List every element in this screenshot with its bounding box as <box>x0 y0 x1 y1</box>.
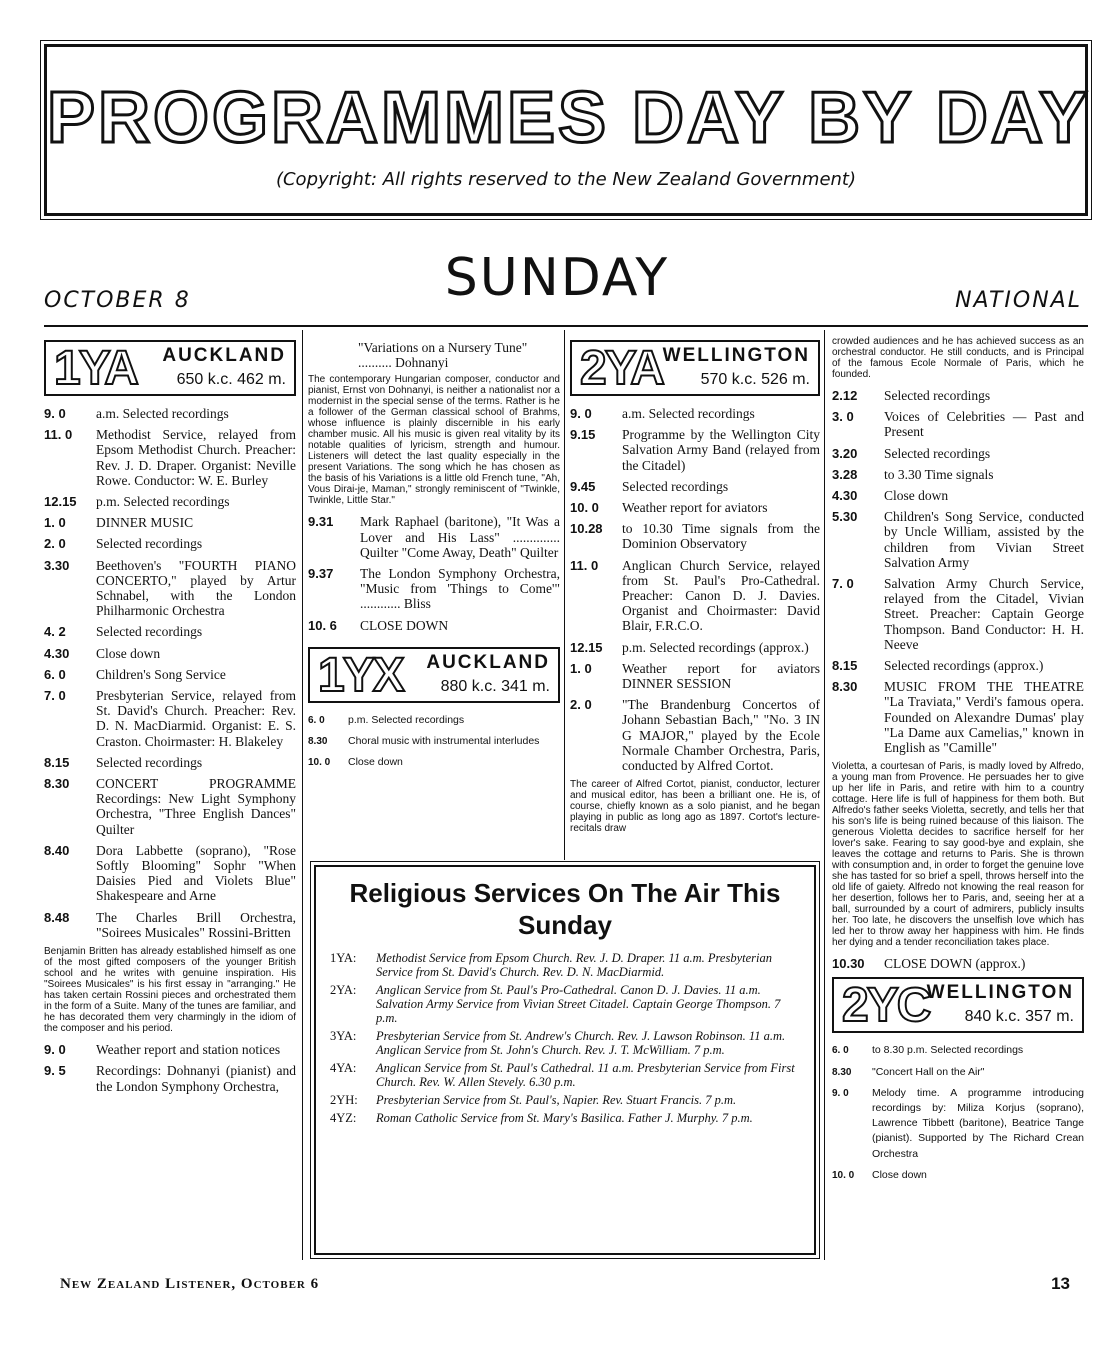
program-time: 10.28 <box>570 521 603 537</box>
program-time: 12.15 <box>44 494 77 510</box>
station-call: 2YC <box>842 979 930 1033</box>
service-desc: Roman Catholic Service from St. Mary's Basilica. Father J. Murphy. 7 p.m. <box>376 1111 753 1125</box>
program-list <box>308 713 560 771</box>
program-item <box>44 843 296 904</box>
footer-page-number: 13 <box>1051 1274 1070 1293</box>
service-desc: Anglican Service from St. Paul's Cathedral. 11 a.m. Presbyterian Service from First Church. Rev. W. Allen Stevely. 6.30 p.m. <box>376 1061 795 1089</box>
program-time: 9.15 <box>570 427 596 443</box>
program-desc: Children's Song Service, conducted by Uncle William, assisted by the children from Vivian Street Salvation Army <box>884 509 1084 570</box>
program-time: 1. 0 <box>44 515 66 531</box>
program-item <box>832 679 1084 755</box>
station-city: AUCKLAND <box>162 345 286 366</box>
program-item <box>44 910 296 940</box>
program-item <box>832 509 1084 570</box>
program-desc: Weather report and station notices <box>96 1042 281 1058</box>
religious-title: Religious Services On The Air This Sunday <box>349 878 781 940</box>
program-item <box>570 500 820 515</box>
program-item <box>308 566 560 612</box>
program-item <box>308 713 560 728</box>
network-label: NATIONAL <box>955 288 1082 313</box>
station-box-2ya <box>570 340 820 396</box>
program-time: 5.30 <box>832 509 858 525</box>
station-code: 4YA: <box>330 1061 357 1075</box>
program-time: 9.37 <box>308 566 334 582</box>
column-2 <box>308 340 560 776</box>
program-note: The contemporary Hungarian composer, conductor and pianist, Ernst von Dohnanyi, is neither a nationalist nor a modernist in the special sense of the terms. Rather is he a follower of the German classical school of Brahms, whose influence is plainly discernible in his early chamber music. All his music is given real vitality by its notable qualities of lyricism, strength and humour. Listeners will detect the last quality especially in the present Variations. The song which he has chosen as the basis of his Variations is a little old French tune, "Ah, Vous Dirai-je, Maman," strongly reminiscent of "Twinkle, Twinkle, Little Star." <box>308 374 560 507</box>
program-time: 11. 0 <box>44 427 73 443</box>
program-item <box>570 479 820 494</box>
program-desc: Selected recordings <box>96 624 203 640</box>
program-item <box>832 1043 1084 1058</box>
station-call: 2YA <box>580 342 663 395</box>
program-desc: Beethoven's "FOURTH PIANO CONCERTO," played by Artur Schnabel, with the London Philharmonic Orchestra <box>96 557 296 619</box>
program-desc: to 10.30 Time signals from the Dominion Observatory <box>622 521 820 552</box>
station-code: 3YA: <box>330 1029 357 1043</box>
program-list <box>308 514 560 632</box>
service-desc: Presbyterian Service from St. Andrew's Church. Rev. J. Lawson Robinson. 11 a.m. Anglican Service from St. John's Church. Rev. J. T. McWilliam. 7 p.m. <box>376 1029 786 1057</box>
station-code: 2YA: <box>330 983 357 997</box>
program-time: 3. 0 <box>832 409 854 425</box>
religious-services-box <box>314 865 816 1255</box>
program-note: The career of Alfred Cortot, pianist, conductor, lecturer and musical editor, has been a brilliant one. He is, of course, chiefly known as a solo pianist, and he began playing in public as long ago as 1897. Cortot's lecture-recitals draw <box>570 779 820 835</box>
religious-row <box>330 1029 800 1057</box>
program-note: crowded audiences and he has achieved success as an orchestral conductor. He still conducts, and is Principal of the famous Ecole Normale of Paris, which he founded. <box>832 336 1084 380</box>
program-item <box>44 624 296 639</box>
program-time: 8.30 <box>44 776 70 792</box>
program-desc: Choral music with instrumental interludes <box>348 735 540 748</box>
station-frequency: 650 k.c. 462 m. <box>176 371 286 388</box>
service-desc: Presbyterian Service from St. Paul's, Napier. Rev. Stuart Francis. 7 p.m. <box>376 1093 737 1107</box>
program-time: 9. 0 <box>570 406 592 421</box>
religious-list <box>330 951 800 1125</box>
station-frequency: 840 k.c. 357 m. <box>964 1008 1074 1026</box>
column-2ya <box>570 334 820 842</box>
program-time: 8.30 <box>832 679 858 695</box>
program-list <box>570 406 820 773</box>
program-time: 10.30 <box>832 956 865 972</box>
program-time: 8.40 <box>44 842 70 858</box>
station-frequency: 570 k.c. 526 m. <box>700 371 810 388</box>
religious-row <box>330 983 800 1025</box>
program-desc: Close down <box>884 488 949 504</box>
program-time: 2. 0 <box>44 536 66 552</box>
program-list <box>44 406 296 940</box>
program-list <box>832 1043 1084 1183</box>
program-time: 6. 0 <box>832 1045 849 1057</box>
day-title: SUNDAY <box>444 248 670 308</box>
column-divider <box>824 330 825 1260</box>
program-time: 9. 0 <box>44 1042 66 1058</box>
program-desc: "Concert Hall on the Air" <box>872 1065 985 1078</box>
date-label: OCTOBER 8 <box>44 288 191 313</box>
program-desc: CLOSE DOWN <box>360 617 449 633</box>
program-desc: DINNER MUSIC <box>96 515 194 531</box>
program-time: 10. 6 <box>308 617 337 633</box>
program-desc: Presbyterian Service, relayed from St. David's Church. Preacher: Rev. D. N. MacDiarmid. Organist: E. S. Craston. Choirmaster: H. Blakeley <box>96 688 296 749</box>
program-item <box>44 515 296 530</box>
program-desc: Close down <box>348 756 403 769</box>
program-item <box>44 406 296 421</box>
program-item <box>44 646 296 661</box>
program-desc: Weather report for aviators <box>622 500 768 516</box>
program-time: 9. 0 <box>44 406 66 421</box>
program-item <box>832 409 1084 439</box>
program-time: 6. 0 <box>308 714 325 726</box>
program-time: 1. 0 <box>570 660 592 676</box>
program-desc: Recordings: Dohnanyi (pianist) and the London Symphony Orchestra, <box>96 1063 296 1094</box>
program-item <box>44 776 296 837</box>
column-1yA <box>44 334 296 1100</box>
program-item <box>44 1042 296 1057</box>
program-time: 11. 0 <box>570 557 599 573</box>
station-box-2yc <box>832 977 1084 1033</box>
program-time: 4.30 <box>44 645 70 661</box>
program-desc: CLOSE DOWN (approx.) <box>884 956 1026 972</box>
program-continuation: "Variations on a Nursery Tune" .......... Dohnanyi <box>358 340 528 371</box>
station-city: WELLINGTON <box>926 982 1074 1004</box>
program-desc: Dora Labbette (soprano), "Rose Softly Blooming" Sophr "When Daisies Pied and Violets Blue" Shakespeare and Arne <box>96 842 296 904</box>
service-desc: Methodist Service from Epsom Church. Rev. J. D. Draper. 11 a.m. Presbyterian Service from St. David's Church. Rev. D. N. MacDiarmid. <box>376 951 772 979</box>
program-item <box>832 1065 1084 1080</box>
program-time: 12.15 <box>570 639 603 655</box>
program-item <box>570 521 820 551</box>
program-desc: Selected recordings (approx.) <box>884 658 1044 674</box>
program-item <box>308 734 560 749</box>
program-desc: Weather report for aviators DINNER SESSION <box>622 660 820 692</box>
program-desc: Selected recordings <box>96 754 203 770</box>
program-item <box>44 1063 296 1093</box>
religious-row <box>330 1093 800 1107</box>
program-desc: Anglican Church Service, relayed from St. Paul's Pro-Cathedral. Preacher: Canon D. J. Davies. Organist and Choirmaster: David Blair, F.R.C.O. <box>622 557 820 634</box>
column-divider <box>302 330 303 1260</box>
program-desc: p.m. Selected recordings <box>348 713 465 726</box>
program-time: 4. 2 <box>44 624 66 640</box>
program-item <box>832 1086 1084 1162</box>
program-desc: to 8.30 p.m. Selected recordings <box>872 1044 1024 1057</box>
program-item <box>570 697 820 773</box>
station-call: 1YX <box>318 648 403 702</box>
program-desc: Mark Raphael (baritone), "It Was a Lover and His Lass" .............. Quilter "Come Away, Death" Quilter <box>360 514 560 560</box>
program-desc: Selected recordings <box>96 536 203 552</box>
program-time: 8.30 <box>832 1066 852 1078</box>
program-desc: Selected recordings <box>884 388 991 403</box>
program-item <box>308 618 560 633</box>
program-desc: to 3.30 Time signals <box>884 466 994 482</box>
program-time: 8.30 <box>308 736 328 748</box>
page-banner <box>44 44 1091 216</box>
program-item <box>570 661 820 691</box>
program-item <box>44 536 296 551</box>
program-time: 7. 0 <box>832 576 854 592</box>
program-time: 9. 5 <box>44 1063 66 1079</box>
header-rule <box>44 325 1088 327</box>
program-time: 10. 0 <box>308 757 331 769</box>
program-item <box>832 446 1084 461</box>
program-time: 10. 0 <box>570 500 599 516</box>
program-time: 9.45 <box>570 478 596 494</box>
program-desc: p.m. Selected recordings (approx.) <box>622 639 809 655</box>
footer-publication: New Zealand Listener, October 6 <box>60 1276 320 1292</box>
station-code: 2YH: <box>330 1093 358 1107</box>
religious-row <box>330 951 800 979</box>
service-desc: Anglican Service from St. Paul's Pro-Cathedral. Canon D. J. Davies. 11 a.m. Salvation Army Service from Vivian Street Citadel. Captain George Thompson. 7 p.m. <box>376 983 781 1025</box>
station-city: WELLINGTON <box>662 345 810 366</box>
banner-subtitle: (Copyright: All rights reserved to the New Zealand Government) <box>275 169 857 190</box>
program-time: 3.30 <box>44 557 70 573</box>
program-desc: CONCERT PROGRAMME Recordings: New Light Symphony Orchestra, "Three English Dances" Quilter <box>96 776 296 837</box>
program-time: 8.15 <box>832 658 858 674</box>
program-time: 9. 0 <box>832 1087 849 1099</box>
program-desc: Children's Song Service <box>96 666 226 682</box>
program-note: Violetta, a courtesan of Paris, is madly loved by Alfredo, a young man from Provence. He persuades her to give up her life in Paris, and retire with him to a country cottage. Here life is full of happiness for them both. But Alfredo's father seeks Violetta, secretly, and tells her that his son's life is being ruined because of this liaison. The generous Violetta decides to sacrifice herself for her lover's sake. Fearing to say good-bye and explain, she leaves the cottage and returns to Paris. She is thrown with consumption and, in order to forget the genuine love she has tasted for so brief a spell, throws herself into the old life of gaiety. Alfredo not knowing the real reason for her desertion, follows her to Paris, and, seeing her at a ball, surrounded by a court of admirers, publicly insults her. Too late, he discovers the unselfish love which has led her to throw away her happiness with him. He finds her dying and a tender reconciliation takes place. <box>832 761 1084 949</box>
program-desc: Voices of Celebrities — Past and Present <box>884 409 1084 440</box>
program-desc: Close down <box>96 645 161 661</box>
program-item <box>44 558 296 619</box>
station-city: AUCKLAND <box>426 651 550 673</box>
station-box-1ya <box>44 340 296 396</box>
program-item <box>308 755 560 770</box>
program-time: 8.15 <box>44 754 70 770</box>
program-desc: "The Brandenburg Concertos of Johann Sebastian Bach," "No. 3 IN G MAJOR," played by the Ecole Normale Chamber Orchestra, Paris, conducted by Alfred Cortot. <box>622 697 820 774</box>
column-divider <box>564 330 565 860</box>
program-time: 4.30 <box>832 488 858 504</box>
religious-row <box>330 1111 800 1125</box>
program-item <box>44 755 296 770</box>
program-desc: Methodist Service, relayed from Epsom Methodist Church. Preacher: Rev. J. D. Draper. Organist: Neville Rowe. Conductor: W. E. Burley <box>96 427 296 488</box>
program-desc: Salvation Army Church Service, relayed from the Citadel, Vivian Street. Preacher: Captain George Thompson. Band Conductor: H. H. Neeve <box>884 576 1084 652</box>
program-item <box>832 1168 1084 1183</box>
banner-title: PROGRAMMES DAY BY DAY <box>47 78 1091 158</box>
program-time: 2. 0 <box>570 697 592 713</box>
program-item <box>832 388 1084 403</box>
program-time: 2.12 <box>832 388 858 403</box>
program-time: 3.28 <box>832 466 858 482</box>
program-desc: Selected recordings <box>884 445 991 461</box>
program-item <box>308 514 560 560</box>
program-desc: p.m. Selected recordings <box>96 494 230 510</box>
station-code: 4YZ: <box>330 1111 357 1125</box>
station-code: 1YA: <box>330 951 357 965</box>
program-item <box>832 488 1084 503</box>
program-item <box>832 658 1084 673</box>
program-desc: MUSIC FROM THE THEATRE "La Traviata," Verdi's famous opera. Founded on Alexandre Dumas' play "La Dame aux Camelias," known in English as "Camille" <box>884 679 1084 756</box>
program-time: 9.31 <box>308 514 334 530</box>
program-time: 6. 0 <box>44 666 66 682</box>
station-frequency: 880 k.c. 341 m. <box>440 677 550 695</box>
program-item <box>832 956 1084 971</box>
program-time: 10. 0 <box>832 1169 855 1181</box>
program-desc: Selected recordings <box>622 478 729 494</box>
program-item <box>570 558 820 634</box>
program-desc: a.m. Selected recordings <box>622 406 755 421</box>
program-list <box>44 1042 296 1094</box>
religious-row <box>330 1061 800 1089</box>
program-desc: a.m. Selected recordings <box>96 406 229 421</box>
program-item <box>570 427 820 473</box>
program-item <box>44 427 296 488</box>
program-list <box>832 388 1084 755</box>
program-time: 3.20 <box>832 445 858 461</box>
program-item <box>832 576 1084 652</box>
station-call: 1YA <box>54 342 137 395</box>
program-time: 7. 0 <box>44 688 66 704</box>
program-item <box>570 406 820 421</box>
station-box-1yx <box>308 647 560 703</box>
program-note: Benjamin Britten has already established himself as one of the most gifted composers of the younger British school and he writes with genuine inspiration. His "Soirees Musicales" is his first essay in "arranging." He has taken certain Rossini pieces and orchestrated them in the form of a Suite. Many of the tunes are familiar, and he has decorated them very charmingly in the idiom of the composer and his period. <box>44 946 296 1035</box>
program-desc: Close down <box>872 1168 927 1181</box>
program-desc: Melody time. A programme introducing recordings by: Miliza Korjus (soprano), Lawrence Tibbett (baritone), Beatrice Tange (pianist). Supported by The Richard Crean Orchestra <box>872 1086 1084 1160</box>
program-item <box>44 494 296 509</box>
program-item <box>44 667 296 682</box>
program-time: 8.48 <box>44 909 70 925</box>
program-desc: Programme by the Wellington City Salvation Army Band (relayed from the Citadel) <box>622 427 820 473</box>
program-item <box>44 688 296 749</box>
column-4 <box>832 336 1084 1189</box>
program-desc: The London Symphony Orchestra, "Music from 'Things to Come'" ............ Bliss <box>360 566 560 612</box>
program-item <box>832 467 1084 482</box>
program-desc: The Charles Brill Orchestra, "Soirees Musicales" Rossini-Britten <box>96 909 296 940</box>
program-item <box>570 640 820 655</box>
